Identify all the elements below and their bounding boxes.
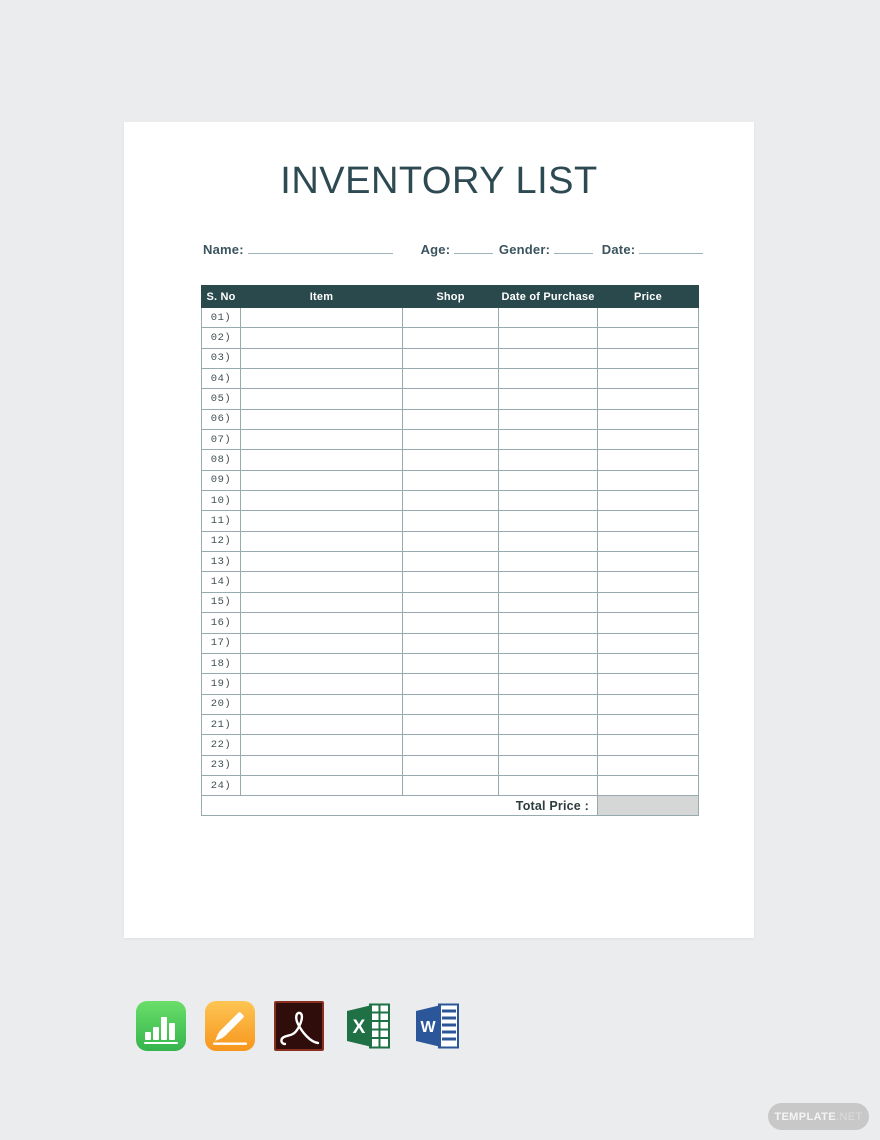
- empty-cell[interactable]: [403, 308, 499, 328]
- acrobat-glyph: [276, 1003, 326, 1053]
- table-header-row: [202, 286, 699, 308]
- empty-cell[interactable]: [499, 653, 598, 673]
- empty-cell[interactable]: [598, 653, 699, 673]
- empty-cell[interactable]: [403, 369, 499, 389]
- empty-cell[interactable]: [403, 450, 499, 470]
- empty-cell[interactable]: [241, 694, 403, 714]
- empty-cell[interactable]: [403, 755, 499, 775]
- empty-cell[interactable]: [403, 491, 499, 511]
- age-blank-line[interactable]: [454, 242, 493, 254]
- empty-cell[interactable]: [598, 633, 699, 653]
- empty-cell[interactable]: [241, 409, 403, 429]
- empty-cell[interactable]: [499, 592, 598, 612]
- empty-cell[interactable]: [241, 714, 403, 734]
- table-row: [202, 470, 699, 490]
- table-row: [202, 633, 699, 653]
- empty-cell[interactable]: [499, 369, 598, 389]
- empty-cell[interactable]: [598, 755, 699, 775]
- column-header-shop: Shop: [403, 286, 499, 308]
- empty-cell[interactable]: [499, 755, 598, 775]
- empty-cell[interactable]: [241, 735, 403, 755]
- empty-cell[interactable]: [241, 328, 403, 348]
- empty-cell[interactable]: [499, 531, 598, 551]
- row-number: 01): [202, 308, 241, 328]
- empty-cell[interactable]: [403, 714, 499, 734]
- empty-cell[interactable]: [598, 694, 699, 714]
- empty-cell[interactable]: [499, 511, 598, 531]
- empty-cell[interactable]: [499, 694, 598, 714]
- empty-cell[interactable]: [499, 633, 598, 653]
- row-number: 16): [202, 613, 241, 633]
- row-number: 02): [202, 328, 241, 348]
- empty-cell[interactable]: [598, 450, 699, 470]
- row-number: 10): [202, 491, 241, 511]
- page-title: INVENTORY LIST: [280, 160, 598, 202]
- inventory-table-body: [202, 308, 699, 796]
- watermark-brand: TEMPLATE: [774, 1110, 836, 1123]
- empty-cell[interactable]: [598, 552, 699, 572]
- empty-cell[interactable]: [241, 511, 403, 531]
- date-blank-line[interactable]: [639, 242, 703, 254]
- word-icon[interactable]: [412, 1001, 462, 1051]
- empty-cell[interactable]: [241, 572, 403, 592]
- row-number: 20): [202, 694, 241, 714]
- empty-cell[interactable]: [598, 308, 699, 328]
- table-row: [202, 328, 699, 348]
- table-row: [202, 653, 699, 673]
- name-blank-line[interactable]: [248, 242, 393, 254]
- empty-cell[interactable]: [241, 674, 403, 694]
- excel-glyph: [343, 1001, 393, 1051]
- empty-cell[interactable]: [499, 450, 598, 470]
- empty-cell[interactable]: [241, 531, 403, 551]
- empty-cell[interactable]: [598, 409, 699, 429]
- empty-cell[interactable]: [499, 389, 598, 409]
- empty-cell[interactable]: [598, 674, 699, 694]
- table-row: [202, 450, 699, 470]
- empty-cell[interactable]: [598, 613, 699, 633]
- empty-cell[interactable]: [403, 633, 499, 653]
- pen-glyph: [205, 1001, 255, 1051]
- excel-icon[interactable]: [343, 1001, 393, 1051]
- column-header-sno: S. No: [202, 286, 241, 308]
- row-number: 19): [202, 674, 241, 694]
- table-row: [202, 694, 699, 714]
- empty-cell[interactable]: [598, 572, 699, 592]
- info-row: [203, 242, 703, 257]
- row-number: 14): [202, 572, 241, 592]
- empty-cell[interactable]: [499, 735, 598, 755]
- empty-cell[interactable]: [403, 409, 499, 429]
- row-number: 11): [202, 511, 241, 531]
- empty-cell[interactable]: [241, 552, 403, 572]
- empty-cell[interactable]: [241, 613, 403, 633]
- name-label: Name:: [203, 242, 244, 257]
- empty-cell[interactable]: [598, 775, 699, 795]
- row-number: 04): [202, 369, 241, 389]
- row-number: 23): [202, 755, 241, 775]
- empty-cell[interactable]: [403, 348, 499, 368]
- inventory-table: [201, 285, 699, 816]
- empty-cell[interactable]: [598, 491, 699, 511]
- empty-cell[interactable]: [598, 735, 699, 755]
- axis-line-glyph: [144, 1042, 178, 1045]
- empty-cell[interactable]: [598, 348, 699, 368]
- svg-text:W: W: [420, 1019, 436, 1036]
- empty-cell[interactable]: [499, 572, 598, 592]
- column-header-date: Date of Purchase: [499, 286, 598, 308]
- empty-cell[interactable]: [499, 430, 598, 450]
- empty-cell[interactable]: [499, 348, 598, 368]
- total-price-cell[interactable]: [598, 796, 699, 816]
- svg-text:X: X: [352, 1017, 366, 1038]
- empty-cell[interactable]: [598, 369, 699, 389]
- empty-cell[interactable]: [241, 633, 403, 653]
- empty-cell[interactable]: [598, 511, 699, 531]
- empty-cell[interactable]: [241, 450, 403, 470]
- row-number: 15): [202, 592, 241, 612]
- table-row: [202, 430, 699, 450]
- empty-cell[interactable]: [403, 552, 499, 572]
- bar-chart-glyph: [145, 1017, 175, 1040]
- gender-blank-line[interactable]: [554, 242, 593, 254]
- empty-cell[interactable]: [598, 389, 699, 409]
- empty-cell[interactable]: [403, 775, 499, 795]
- row-number: 06): [202, 409, 241, 429]
- watermark-tld: .NET: [836, 1110, 863, 1123]
- empty-cell[interactable]: [403, 572, 499, 592]
- empty-cell[interactable]: [598, 328, 699, 348]
- row-number: 08): [202, 450, 241, 470]
- acrobat-icon[interactable]: [274, 1001, 324, 1051]
- row-number: 09): [202, 470, 241, 490]
- template-net-badge: [768, 1103, 869, 1130]
- date-label: Date:: [601, 242, 636, 257]
- total-row: [202, 796, 699, 816]
- table-row: [202, 531, 699, 551]
- empty-cell[interactable]: [499, 674, 598, 694]
- row-number: 03): [202, 348, 241, 368]
- row-number: 12): [202, 531, 241, 551]
- empty-cell[interactable]: [403, 592, 499, 612]
- empty-cell[interactable]: [403, 674, 499, 694]
- total-price-label: Total Price :: [202, 796, 598, 816]
- empty-cell[interactable]: [403, 531, 499, 551]
- table-row: [202, 409, 699, 429]
- row-number: 13): [202, 552, 241, 572]
- empty-cell[interactable]: [499, 470, 598, 490]
- word-glyph: [412, 1001, 462, 1051]
- empty-cell[interactable]: [241, 348, 403, 368]
- column-header-item: Item: [241, 286, 403, 308]
- empty-cell[interactable]: [499, 328, 598, 348]
- empty-cell[interactable]: [241, 308, 403, 328]
- format-icons-row: [136, 1001, 462, 1051]
- empty-cell[interactable]: [499, 613, 598, 633]
- row-number: 22): [202, 735, 241, 755]
- row-number: 17): [202, 633, 241, 653]
- empty-cell[interactable]: [403, 613, 499, 633]
- empty-cell[interactable]: [403, 328, 499, 348]
- table-row: [202, 674, 699, 694]
- empty-cell[interactable]: [403, 430, 499, 450]
- empty-cell[interactable]: [241, 369, 403, 389]
- row-number: 07): [202, 430, 241, 450]
- empty-cell[interactable]: [403, 389, 499, 409]
- table-row: [202, 714, 699, 734]
- gender-label: Gender:: [498, 242, 551, 257]
- table-row: [202, 348, 699, 368]
- row-number: 24): [202, 775, 241, 795]
- table-row: [202, 369, 699, 389]
- empty-cell[interactable]: [499, 714, 598, 734]
- table-row: [202, 552, 699, 572]
- empty-cell[interactable]: [403, 511, 499, 531]
- table-row: [202, 735, 699, 755]
- empty-cell[interactable]: [598, 592, 699, 612]
- empty-cell[interactable]: [403, 694, 499, 714]
- empty-cell[interactable]: [241, 389, 403, 409]
- empty-cell[interactable]: [403, 653, 499, 673]
- table-row: [202, 572, 699, 592]
- pages-icon[interactable]: [205, 1001, 255, 1051]
- empty-cell[interactable]: [241, 430, 403, 450]
- age-label: Age:: [420, 242, 451, 257]
- row-number: 21): [202, 714, 241, 734]
- empty-cell[interactable]: [403, 470, 499, 490]
- column-header-price: Price: [598, 286, 699, 308]
- table-row: [202, 755, 699, 775]
- row-number: 18): [202, 653, 241, 673]
- empty-cell[interactable]: [499, 491, 598, 511]
- empty-cell[interactable]: [241, 653, 403, 673]
- empty-cell[interactable]: [598, 714, 699, 734]
- document-page: [124, 122, 754, 938]
- empty-cell[interactable]: [598, 470, 699, 490]
- table-row: [202, 389, 699, 409]
- numbers-icon[interactable]: [136, 1001, 186, 1051]
- empty-cell[interactable]: [241, 470, 403, 490]
- empty-cell[interactable]: [403, 735, 499, 755]
- empty-cell[interactable]: [598, 531, 699, 551]
- table-row: [202, 592, 699, 612]
- empty-cell[interactable]: [598, 430, 699, 450]
- empty-cell[interactable]: [499, 552, 598, 572]
- empty-cell[interactable]: [499, 308, 598, 328]
- table-row: [202, 308, 699, 328]
- empty-cell[interactable]: [241, 775, 403, 795]
- empty-cell[interactable]: [499, 775, 598, 795]
- table-row: [202, 511, 699, 531]
- empty-cell[interactable]: [241, 491, 403, 511]
- table-row: [202, 491, 699, 511]
- table-row: [202, 613, 699, 633]
- table-row: [202, 775, 699, 795]
- empty-cell[interactable]: [241, 755, 403, 775]
- empty-cell[interactable]: [499, 409, 598, 429]
- row-number: 05): [202, 389, 241, 409]
- empty-cell[interactable]: [241, 592, 403, 612]
